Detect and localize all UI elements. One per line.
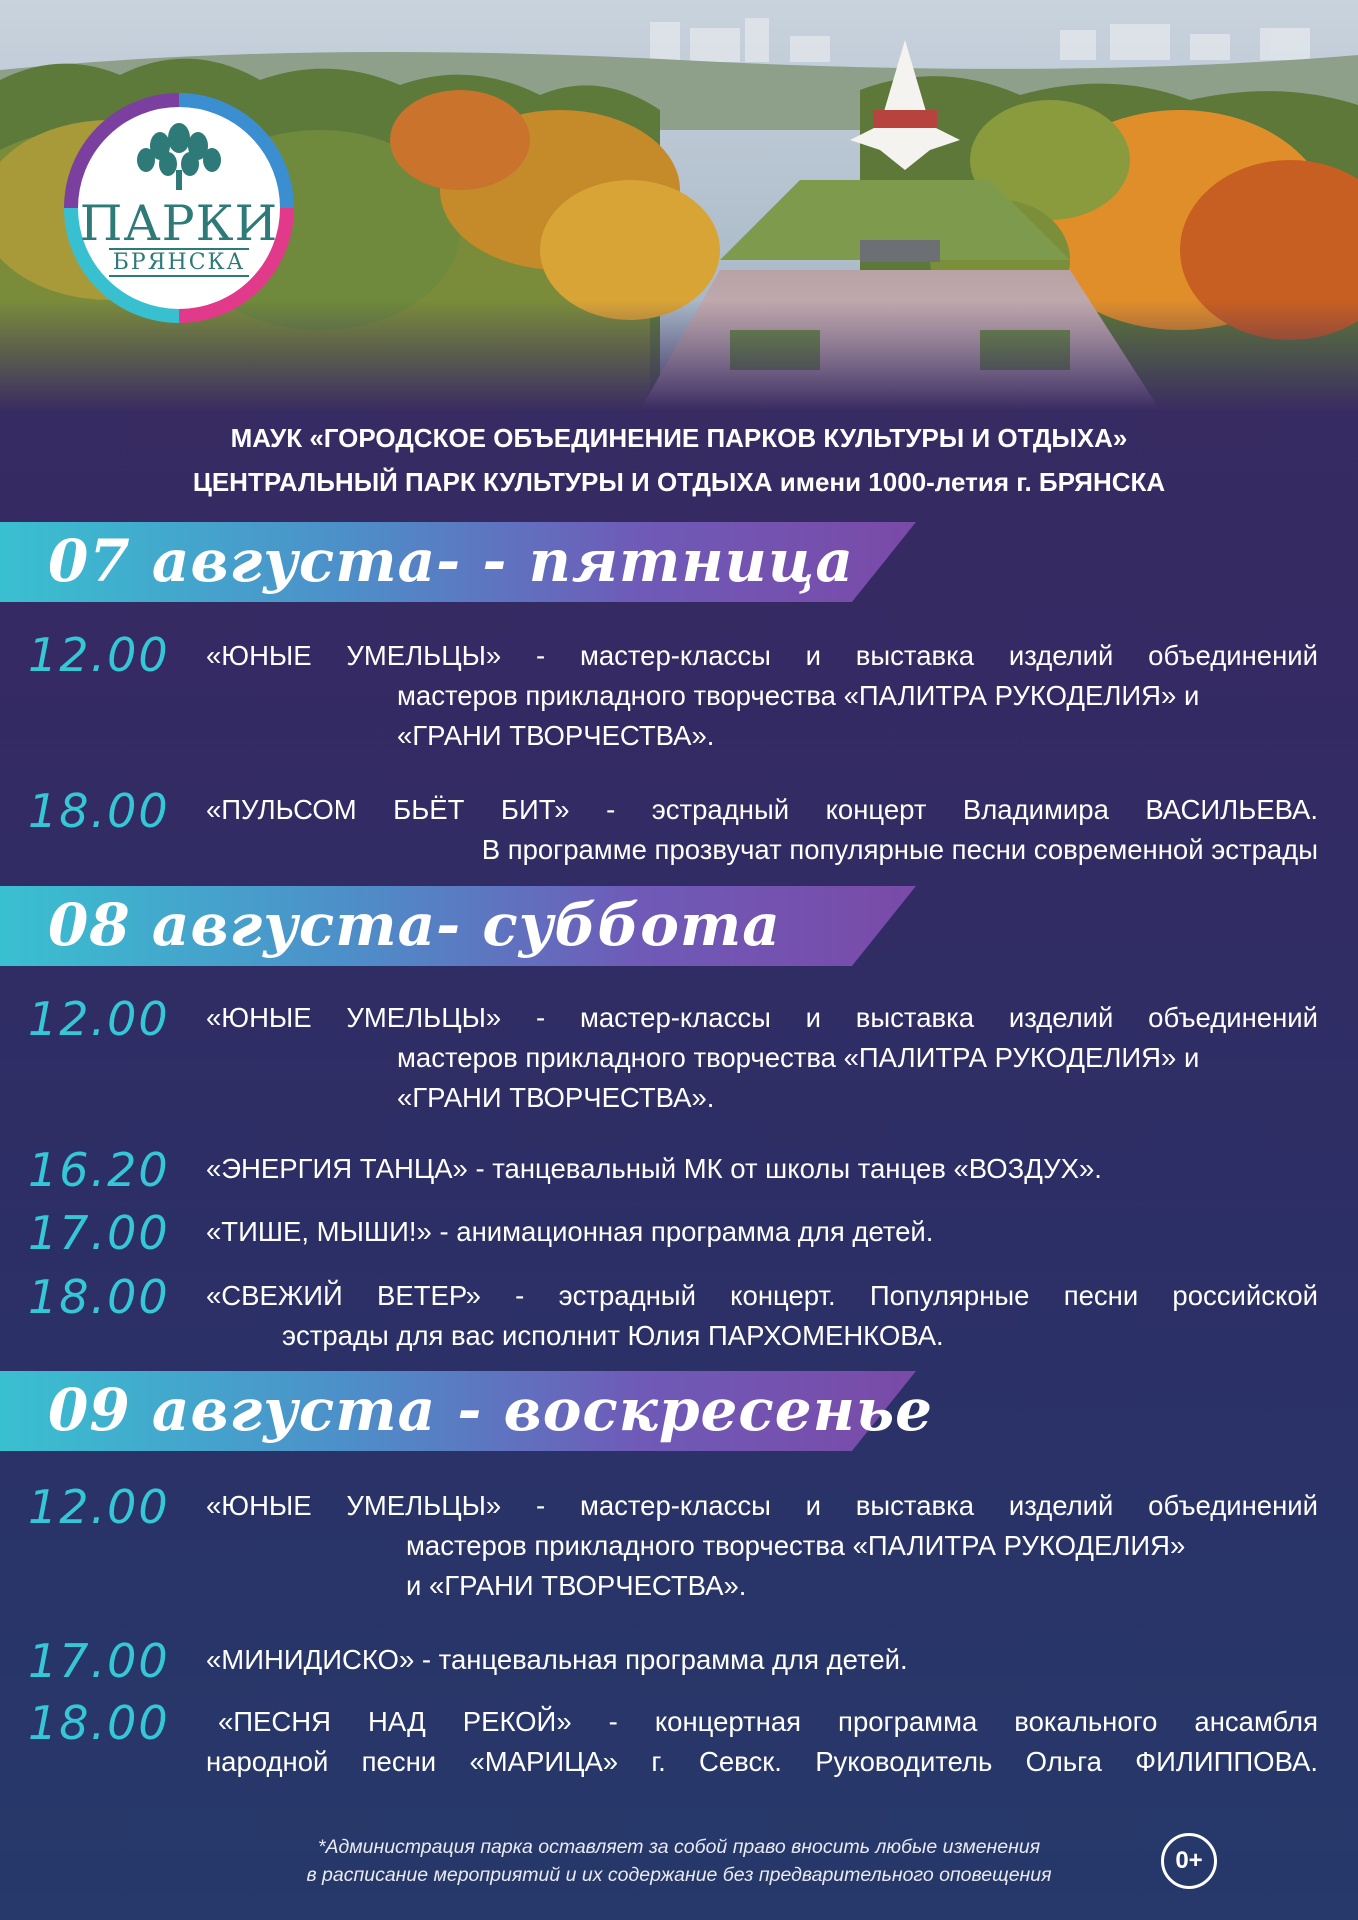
event-description: «ТИШЕ, МЫШИ!» - анимационная программа для детей. [206,1216,934,1247]
logo-title: ПАРКИ [79,195,279,252]
event-description: «ЭНЕРГИЯ ТАНЦА» - танцевальный МК от школы танцев «ВОЗДУХ». [206,1153,1102,1184]
event-time: 16.20 [28,1143,170,1197]
event-time: 18.00 [28,784,170,838]
day-banner-2 [0,886,916,966]
event-time: 12.00 [28,1480,170,1534]
event-description: «МИНИДИСКО» - танцевальная программа для детей. [206,1644,908,1675]
event-time: 18.00 [28,1270,170,1324]
logo-subtitle: БРЯНСКА [54,250,304,275]
event-description: «ЮНЫЕ УМЕЛЬЦЫ» - мастер-классы и выставка изделий объединений мастеров прикладного творчества «ПАЛИТРА РУКОДЕЛИЯ» и «ГРАНИ ТВОРЧЕСТВА». [206,1490,1318,1601]
day-title: 07 августа- - пятница [48,527,855,595]
event-description: «СВЕЖИЙ ВЕТЕР» - эстрадный концерт. Популярные песни российской эстрады для вас исполнит Юлия ПАРХОМЕНКОВА. [206,1280,1318,1351]
event-description: «ПЕСНЯ НАД РЕКОЙ» - концертная программа вокального ансамбля народной песни «МАРИЦА» г. Севск. Руководитель Ольга ФИЛИППОВА. [206,1706,1318,1777]
day-title: 09 августа - воскресенье [48,1376,934,1444]
event-time: 17.00 [28,1634,170,1688]
disclaimer-note: *Администрация парка оставляет за собой право вносить любые изменения в расписание мероприятий и их содержание без предварительного оповещения [306,1836,1052,1886]
event-time: 17.00 [28,1206,170,1260]
organization-header [0,416,1358,504]
event-time: 18.00 [28,1696,170,1750]
event-time: 12.00 [28,992,170,1046]
organization-line-1: МАУК «ГОРОДСКОЕ ОБЪЕДИНЕНИЕ ПАРКОВ КУЛЬТУРЫ И ОТДЫХА» [230,423,1128,453]
event-description: «ЮНЫЕ УМЕЛЬЦЫ» - мастер-классы и выставка изделий объединений мастеров прикладного творчества «ПАЛИТРА РУКОДЕЛИЯ» и «ГРАНИ ТВОРЧЕСТВА». [206,640,1318,751]
age-rating-badge: 0+ [1161,1833,1217,1889]
event-description: «ЮНЫЕ УМЕЛЬЦЫ» - мастер-классы и выставка изделий объединений мастеров прикладного творчества «ПАЛИТРА РУКОДЕЛИЯ» и «ГРАНИ ТВОРЧЕСТВА». [206,1002,1318,1113]
parks-logo [54,92,304,324]
day-banner-1 [0,522,916,602]
event-time: 12.00 [28,628,170,682]
organization-line-2: ЦЕНТРАЛЬНЫЙ ПАРК КУЛЬТУРЫ И ОТДЫХА имени 1000-летия г. БРЯНСКА [192,467,1166,497]
day-banner-3 [0,1371,934,1451]
event-description: «ПУЛЬСОМ БЬЁТ БИТ» - эстрадный концерт Владимира ВАСИЛЬЕВА. В программе прозвучат популярные песни современной эстрады [206,794,1318,865]
day-title: 08 августа- суббота [48,891,781,959]
